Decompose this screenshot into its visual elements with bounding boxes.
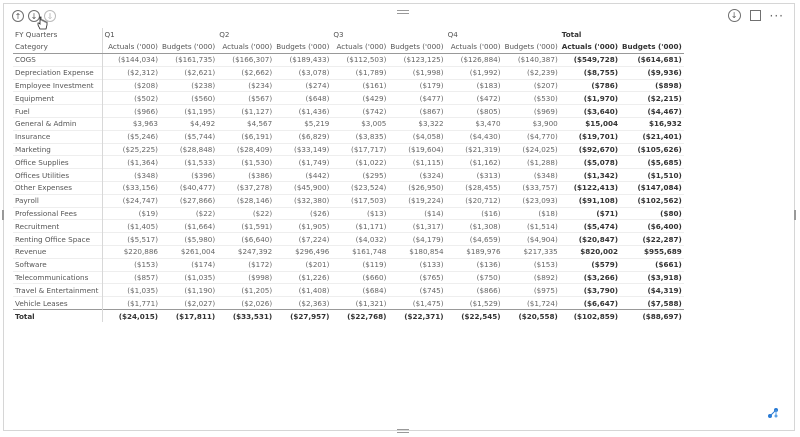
column-header[interactable]: Budgets ('000) bbox=[160, 41, 217, 54]
total-cell: ($22,371) bbox=[388, 310, 445, 323]
value-cell: ($2,239) bbox=[503, 66, 560, 79]
group-header-q3[interactable]: Q3 bbox=[333, 29, 344, 39]
row-total-cell: ($8,755) bbox=[560, 66, 620, 79]
value-cell: $3,005 bbox=[331, 118, 388, 131]
row-total-cell: ($22,287) bbox=[620, 233, 684, 246]
value-cell: ($208) bbox=[102, 79, 160, 92]
value-cell: ($201) bbox=[274, 258, 331, 271]
value-cell: ($37,278) bbox=[217, 182, 274, 195]
value-cell: ($174) bbox=[160, 258, 217, 271]
value-cell: ($560) bbox=[160, 92, 217, 105]
row-total-cell: ($1,342) bbox=[560, 169, 620, 182]
value-cell: ($27,866) bbox=[160, 194, 217, 207]
category-cell[interactable]: Recruitment bbox=[13, 220, 102, 233]
row-total-cell: $955,689 bbox=[620, 246, 684, 259]
table-row bbox=[13, 207, 684, 220]
value-cell: ($274) bbox=[274, 79, 331, 92]
row-total-cell: ($7,588) bbox=[620, 297, 684, 310]
value-cell: ($1,749) bbox=[274, 156, 331, 169]
total-row-label: Total bbox=[13, 310, 102, 323]
total-cell: ($22,768) bbox=[331, 310, 388, 323]
table-row bbox=[13, 194, 684, 207]
group-header-q1[interactable]: Q1 bbox=[104, 29, 115, 39]
value-cell: ($1,321) bbox=[331, 297, 388, 310]
row-total-cell: ($1,510) bbox=[620, 169, 684, 182]
value-cell: ($3,078) bbox=[274, 66, 331, 79]
column-header[interactable]: Actuals ('000) bbox=[217, 41, 274, 54]
matrix-table-container bbox=[13, 28, 684, 322]
column-header[interactable]: Budgets ('000) bbox=[274, 41, 331, 54]
column-header[interactable]: Budgets ('000) bbox=[388, 41, 445, 54]
value-cell: ($660) bbox=[331, 271, 388, 284]
table-row bbox=[13, 156, 684, 169]
table-body bbox=[13, 54, 684, 310]
value-cell: ($429) bbox=[331, 92, 388, 105]
row-total-cell: ($579) bbox=[560, 258, 620, 271]
value-cell: $3,470 bbox=[446, 118, 503, 131]
value-cell: ($1,022) bbox=[331, 156, 388, 169]
value-cell: ($20,712) bbox=[446, 194, 503, 207]
table-row bbox=[13, 66, 684, 79]
value-cell: ($472) bbox=[446, 92, 503, 105]
value-cell: ($1,288) bbox=[503, 156, 560, 169]
row-total-cell: $16,932 bbox=[620, 118, 684, 131]
value-cell: ($4,032) bbox=[331, 233, 388, 246]
value-cell: ($189,433) bbox=[274, 54, 331, 67]
category-cell[interactable]: Equipment bbox=[13, 92, 102, 105]
value-cell: ($234) bbox=[217, 79, 274, 92]
value-cell: ($4,904) bbox=[503, 233, 560, 246]
value-cell: ($2,662) bbox=[217, 66, 274, 79]
value-cell: ($1,514) bbox=[503, 220, 560, 233]
value-cell: ($207) bbox=[503, 79, 560, 92]
value-cell: $247,392 bbox=[217, 246, 274, 259]
row-total-cell: ($4,467) bbox=[620, 105, 684, 118]
value-cell: ($17,503) bbox=[331, 194, 388, 207]
value-cell: ($28,409) bbox=[217, 143, 274, 156]
category-header[interactable]: Category bbox=[13, 41, 102, 54]
category-cell[interactable]: Revenue bbox=[13, 246, 102, 259]
value-cell: ($684) bbox=[331, 284, 388, 297]
value-cell: ($32,380) bbox=[274, 194, 331, 207]
row-total-cell: ($20,847) bbox=[560, 233, 620, 246]
value-cell: ($1,475) bbox=[388, 297, 445, 310]
value-cell: ($1,115) bbox=[388, 156, 445, 169]
fy-quarters-header[interactable]: FY Quarters bbox=[13, 28, 102, 41]
value-cell: ($13) bbox=[331, 207, 388, 220]
drill-toolbar bbox=[12, 10, 56, 22]
category-cell[interactable]: Depreciation Expense bbox=[13, 66, 102, 79]
row-total-cell: ($92,670) bbox=[560, 143, 620, 156]
total-cell: ($27,957) bbox=[274, 310, 331, 323]
value-cell: ($1,533) bbox=[160, 156, 217, 169]
value-cell: ($119) bbox=[331, 258, 388, 271]
row-total-cell: ($122,413) bbox=[560, 182, 620, 195]
value-cell: ($5,517) bbox=[102, 233, 160, 246]
value-cell: ($238) bbox=[160, 79, 217, 92]
table-row bbox=[13, 143, 684, 156]
value-cell: ($3,835) bbox=[331, 130, 388, 143]
row-total-cell: ($2,215) bbox=[620, 92, 684, 105]
value-cell: ($1,035) bbox=[102, 284, 160, 297]
table-row bbox=[13, 169, 684, 182]
value-cell: ($6,191) bbox=[217, 130, 274, 143]
row-total-cell: ($147,084) bbox=[620, 182, 684, 195]
value-cell: ($21,319) bbox=[446, 143, 503, 156]
value-cell: ($2,621) bbox=[160, 66, 217, 79]
row-total-cell: ($102,562) bbox=[620, 194, 684, 207]
column-header[interactable]: Actuals ('000) bbox=[560, 41, 620, 54]
row-total-cell: ($105,626) bbox=[620, 143, 684, 156]
value-cell: ($348) bbox=[503, 169, 560, 182]
value-cell: ($1,226) bbox=[274, 271, 331, 284]
category-cell[interactable]: Other Expenses bbox=[13, 182, 102, 195]
group-header-total[interactable]: Total bbox=[561, 29, 582, 39]
download-icon[interactable]: ↓ bbox=[728, 9, 741, 22]
column-header[interactable]: Actuals ('000) bbox=[102, 41, 160, 54]
value-cell: ($179) bbox=[388, 79, 445, 92]
row-total-cell: ($9,936) bbox=[620, 66, 684, 79]
value-cell: ($6,829) bbox=[274, 130, 331, 143]
value-cell: ($4,770) bbox=[503, 130, 560, 143]
category-cell[interactable]: Marketing bbox=[13, 143, 102, 156]
table-row bbox=[13, 220, 684, 233]
value-cell: ($348) bbox=[102, 169, 160, 182]
value-cell: $3,322 bbox=[388, 118, 445, 131]
value-cell: ($28,146) bbox=[217, 194, 274, 207]
value-cell: ($1,171) bbox=[331, 220, 388, 233]
focus-mode-icon[interactable] bbox=[750, 10, 761, 21]
row-total-cell: ($1,970) bbox=[560, 92, 620, 105]
category-cell[interactable]: Offices Utilities bbox=[13, 169, 102, 182]
resize-handle-left[interactable] bbox=[2, 210, 4, 220]
row-total-cell: ($549,728) bbox=[560, 54, 620, 67]
value-cell: ($867) bbox=[388, 105, 445, 118]
value-cell: ($5,744) bbox=[160, 130, 217, 143]
value-cell: ($1,992) bbox=[446, 66, 503, 79]
row-total-cell: ($3,266) bbox=[560, 271, 620, 284]
value-cell: ($19,224) bbox=[388, 194, 445, 207]
more-options-icon[interactable]: ··· bbox=[769, 8, 784, 23]
value-cell: ($5,980) bbox=[160, 233, 217, 246]
category-cell[interactable]: Software bbox=[13, 258, 102, 271]
table-row bbox=[13, 258, 684, 271]
value-cell: ($567) bbox=[217, 92, 274, 105]
value-cell: ($1,405) bbox=[102, 220, 160, 233]
value-cell: $5,219 bbox=[274, 118, 331, 131]
row-total-cell: ($3,790) bbox=[560, 284, 620, 297]
value-cell: ($172) bbox=[217, 258, 274, 271]
value-cell: ($153) bbox=[102, 258, 160, 271]
value-cell: ($161) bbox=[331, 79, 388, 92]
table-row bbox=[13, 246, 684, 259]
category-cell[interactable]: Office Supplies bbox=[13, 156, 102, 169]
value-cell: ($1,905) bbox=[274, 220, 331, 233]
value-cell: ($1,724) bbox=[503, 297, 560, 310]
value-cell: ($26,950) bbox=[388, 182, 445, 195]
table-row bbox=[13, 271, 684, 284]
value-cell: ($22) bbox=[160, 207, 217, 220]
value-cell: ($1,436) bbox=[274, 105, 331, 118]
row-total-cell: ($19,701) bbox=[560, 130, 620, 143]
column-header[interactable]: Budgets ('000) bbox=[503, 41, 560, 54]
value-cell: ($386) bbox=[217, 169, 274, 182]
row-total-cell: ($5,078) bbox=[560, 156, 620, 169]
total-cell: ($24,015) bbox=[102, 310, 160, 323]
value-cell: ($166,307) bbox=[217, 54, 274, 67]
row-total-cell: ($898) bbox=[620, 79, 684, 92]
category-cell[interactable]: Payroll bbox=[13, 194, 102, 207]
total-row bbox=[13, 310, 684, 323]
value-cell: ($33,149) bbox=[274, 143, 331, 156]
value-cell: ($23,524) bbox=[331, 182, 388, 195]
value-cell: ($4,430) bbox=[446, 130, 503, 143]
value-cell: ($45,900) bbox=[274, 182, 331, 195]
value-cell: ($133) bbox=[388, 258, 445, 271]
value-cell: $180,854 bbox=[388, 246, 445, 259]
value-cell: ($295) bbox=[331, 169, 388, 182]
value-cell: ($1,364) bbox=[102, 156, 160, 169]
value-cell: ($1,789) bbox=[331, 66, 388, 79]
category-cell[interactable]: Insurance bbox=[13, 130, 102, 143]
total-cell: ($102,859) bbox=[560, 310, 620, 323]
value-cell: ($2,027) bbox=[160, 297, 217, 310]
value-cell: $161,748 bbox=[331, 246, 388, 259]
value-cell: ($742) bbox=[331, 105, 388, 118]
value-cell: ($183) bbox=[446, 79, 503, 92]
row-total-cell: ($91,108) bbox=[560, 194, 620, 207]
value-cell: ($1,771) bbox=[102, 297, 160, 310]
group-header-q2[interactable]: Q2 bbox=[219, 29, 230, 39]
value-cell: ($805) bbox=[446, 105, 503, 118]
table-row bbox=[13, 130, 684, 143]
row-total-cell: ($80) bbox=[620, 207, 684, 220]
value-cell: ($2,363) bbox=[274, 297, 331, 310]
value-cell: ($969) bbox=[503, 105, 560, 118]
category-cell[interactable]: Vehicle Leases bbox=[13, 297, 102, 310]
drag-handle-icon[interactable] bbox=[397, 10, 409, 18]
resize-handle-right[interactable] bbox=[794, 210, 796, 220]
table-row bbox=[13, 79, 684, 92]
value-cell: ($4,179) bbox=[388, 233, 445, 246]
row-total-cell: ($3,918) bbox=[620, 271, 684, 284]
value-cell: $4,567 bbox=[217, 118, 274, 131]
category-cell[interactable]: Travel & Entertainment bbox=[13, 284, 102, 297]
value-cell: $189,976 bbox=[446, 246, 503, 259]
table-row bbox=[13, 182, 684, 195]
value-cell: $261,004 bbox=[160, 246, 217, 259]
row-total-cell: ($5,474) bbox=[560, 220, 620, 233]
table-row bbox=[13, 92, 684, 105]
row-total-cell: ($71) bbox=[560, 207, 620, 220]
value-cell: ($892) bbox=[503, 271, 560, 284]
table-row bbox=[13, 105, 684, 118]
value-cell: $296,496 bbox=[274, 246, 331, 259]
expand-all-icon[interactable]: ⇓ bbox=[44, 10, 56, 22]
value-cell: ($1,408) bbox=[274, 284, 331, 297]
category-cell[interactable]: General & Admin bbox=[13, 118, 102, 131]
matrix-table bbox=[13, 28, 684, 322]
value-cell: ($2,026) bbox=[217, 297, 274, 310]
total-cell: ($88,697) bbox=[620, 310, 684, 323]
value-cell: ($153) bbox=[503, 258, 560, 271]
value-cell: ($40,477) bbox=[160, 182, 217, 195]
visual-header-toolbar bbox=[728, 9, 784, 22]
value-cell: ($2,312) bbox=[102, 66, 160, 79]
category-cell[interactable]: Fuel bbox=[13, 105, 102, 118]
category-cell[interactable]: COGS bbox=[13, 54, 102, 67]
value-cell: ($4,058) bbox=[388, 130, 445, 143]
column-header[interactable]: Actuals ('000) bbox=[446, 41, 503, 54]
header-row-measures bbox=[13, 41, 684, 54]
value-cell: ($17,717) bbox=[331, 143, 388, 156]
value-cell: ($745) bbox=[388, 284, 445, 297]
value-cell: ($530) bbox=[503, 92, 560, 105]
value-cell: ($975) bbox=[503, 284, 560, 297]
value-cell: ($18) bbox=[503, 207, 560, 220]
value-cell: ($966) bbox=[102, 105, 160, 118]
group-header-q4[interactable]: Q4 bbox=[447, 29, 458, 39]
value-cell: ($648) bbox=[274, 92, 331, 105]
value-cell: ($33,757) bbox=[503, 182, 560, 195]
value-cell: ($396) bbox=[160, 169, 217, 182]
value-cell: ($1,529) bbox=[446, 297, 503, 310]
row-total-cell: ($21,401) bbox=[620, 130, 684, 143]
row-total-cell: ($614,681) bbox=[620, 54, 684, 67]
value-cell: ($313) bbox=[446, 169, 503, 182]
row-total-cell: $15,004 bbox=[560, 118, 620, 131]
drill-down-icon[interactable]: ↓ bbox=[28, 10, 40, 22]
power-bi-logo-icon bbox=[766, 406, 780, 420]
value-cell: ($23,093) bbox=[503, 194, 560, 207]
value-cell: ($502) bbox=[102, 92, 160, 105]
value-cell: ($123,125) bbox=[388, 54, 445, 67]
row-total-cell: ($786) bbox=[560, 79, 620, 92]
value-cell: ($140,387) bbox=[503, 54, 560, 67]
value-cell: $217,335 bbox=[503, 246, 560, 259]
row-total-cell: ($5,685) bbox=[620, 156, 684, 169]
value-cell: ($28,455) bbox=[446, 182, 503, 195]
row-total-cell: $820,002 bbox=[560, 246, 620, 259]
total-cell: ($22,545) bbox=[446, 310, 503, 323]
value-cell: ($1,308) bbox=[446, 220, 503, 233]
value-cell: ($1,664) bbox=[160, 220, 217, 233]
value-cell: ($1,317) bbox=[388, 220, 445, 233]
value-cell: ($998) bbox=[217, 271, 274, 284]
value-cell: ($442) bbox=[274, 169, 331, 182]
row-total-cell: ($4,319) bbox=[620, 284, 684, 297]
visual-frame bbox=[3, 3, 795, 431]
value-cell: ($126,884) bbox=[446, 54, 503, 67]
value-cell: ($857) bbox=[102, 271, 160, 284]
column-header[interactable]: Actuals ('000) bbox=[331, 41, 388, 54]
category-cell[interactable]: Employee Investment bbox=[13, 79, 102, 92]
table-row bbox=[13, 284, 684, 297]
value-cell: ($1,195) bbox=[160, 105, 217, 118]
value-cell: ($1,162) bbox=[446, 156, 503, 169]
value-cell: ($24,747) bbox=[102, 194, 160, 207]
value-cell: ($19) bbox=[102, 207, 160, 220]
table-row bbox=[13, 233, 684, 246]
value-cell: ($19,604) bbox=[388, 143, 445, 156]
header-row-quarters bbox=[13, 28, 684, 41]
value-cell: ($477) bbox=[388, 92, 445, 105]
value-cell: ($1,530) bbox=[217, 156, 274, 169]
value-cell: ($136) bbox=[446, 258, 503, 271]
table-row bbox=[13, 54, 684, 67]
total-cell: ($33,531) bbox=[217, 310, 274, 323]
value-cell: ($866) bbox=[446, 284, 503, 297]
total-cell: ($20,558) bbox=[503, 310, 560, 323]
total-cell: ($17,811) bbox=[160, 310, 217, 323]
value-cell: ($1,127) bbox=[217, 105, 274, 118]
value-cell: ($1,205) bbox=[217, 284, 274, 297]
value-cell: ($1,035) bbox=[160, 271, 217, 284]
value-cell: ($26) bbox=[274, 207, 331, 220]
value-cell: ($6,640) bbox=[217, 233, 274, 246]
value-cell: ($7,224) bbox=[274, 233, 331, 246]
value-cell: ($144,034) bbox=[102, 54, 160, 67]
value-cell: ($161,735) bbox=[160, 54, 217, 67]
row-total-cell: ($3,640) bbox=[560, 105, 620, 118]
value-cell: ($22) bbox=[217, 207, 274, 220]
value-cell: ($14) bbox=[388, 207, 445, 220]
resize-handle-bottom[interactable] bbox=[397, 429, 409, 434]
value-cell: ($1,998) bbox=[388, 66, 445, 79]
value-cell: ($33,156) bbox=[102, 182, 160, 195]
value-cell: ($112,503) bbox=[331, 54, 388, 67]
row-total-cell: ($661) bbox=[620, 258, 684, 271]
value-cell: ($1,190) bbox=[160, 284, 217, 297]
row-total-cell: ($6,400) bbox=[620, 220, 684, 233]
value-cell: ($16) bbox=[446, 207, 503, 220]
category-cell[interactable]: Renting Office Space bbox=[13, 233, 102, 246]
column-header[interactable]: Budgets ('000) bbox=[620, 41, 684, 54]
value-cell: ($5,246) bbox=[102, 130, 160, 143]
category-cell[interactable]: Professional Fees bbox=[13, 207, 102, 220]
value-cell: ($324) bbox=[388, 169, 445, 182]
value-cell: ($750) bbox=[446, 271, 503, 284]
category-cell[interactable]: Telecommunications bbox=[13, 271, 102, 284]
value-cell: $3,900 bbox=[503, 118, 560, 131]
value-cell: $220,886 bbox=[102, 246, 160, 259]
value-cell: ($25,225) bbox=[102, 143, 160, 156]
value-cell: ($1,591) bbox=[217, 220, 274, 233]
value-cell: $4,492 bbox=[160, 118, 217, 131]
table-row bbox=[13, 118, 684, 131]
table-row bbox=[13, 297, 684, 310]
value-cell: ($4,659) bbox=[446, 233, 503, 246]
value-cell: ($24,025) bbox=[503, 143, 560, 156]
drill-up-icon[interactable]: ↑ bbox=[12, 10, 24, 22]
value-cell: ($28,848) bbox=[160, 143, 217, 156]
row-total-cell: ($6,647) bbox=[560, 297, 620, 310]
value-cell: ($765) bbox=[388, 271, 445, 284]
value-cell: $3,963 bbox=[102, 118, 160, 131]
